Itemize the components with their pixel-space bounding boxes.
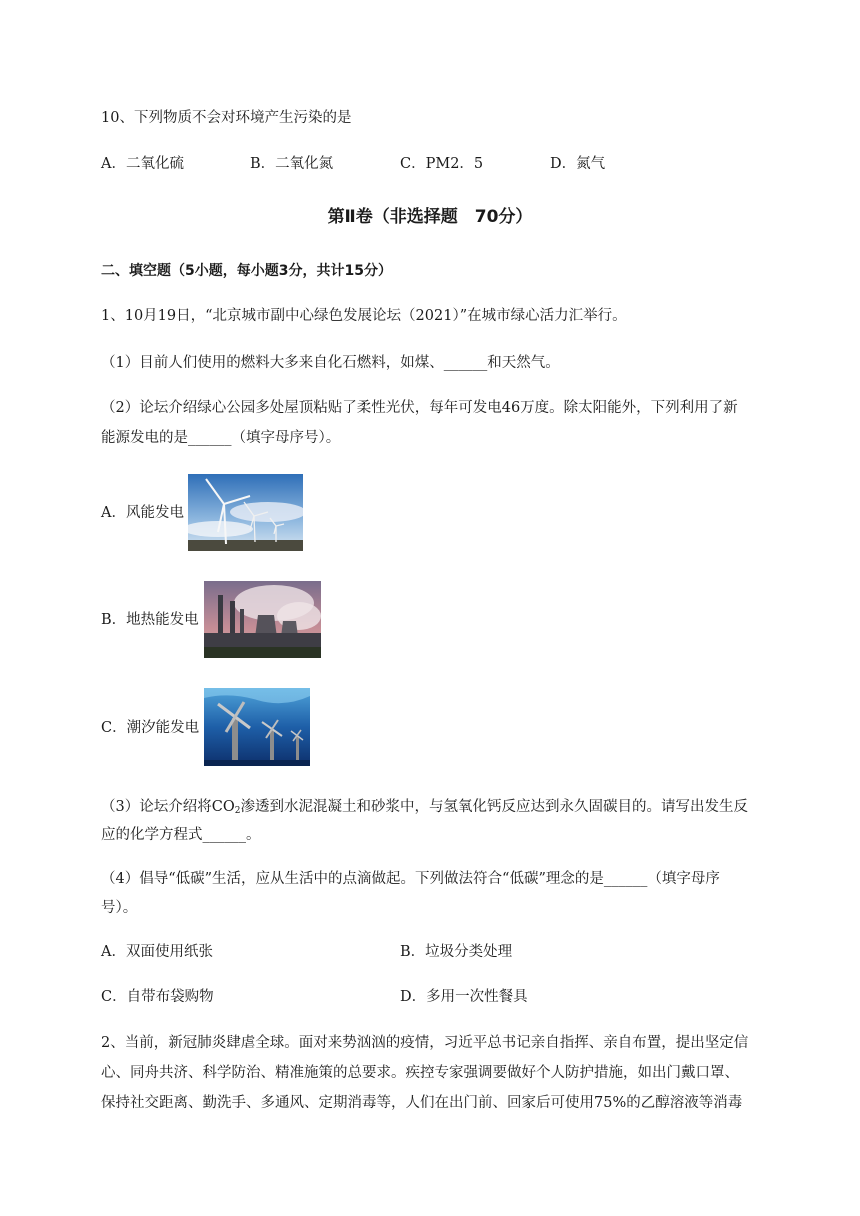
q1-stem: 1、10月19日，“北京城市副中心绿色发展论坛（2021）”在城市绿心活力汇举行。 <box>101 308 627 324</box>
q1-sub4-line2: 号）。 <box>101 900 138 916</box>
img-option-a-label: A．风能发电 <box>101 505 184 521</box>
q1-sub3-post: 渗透到水泥混凝土和砂浆中，与氢氧化钙反应达到永久固碳目的。请写出发生反 <box>240 799 748 815</box>
q1-sub2-line2: 能源发电的是______（填字母序号）。 <box>101 430 341 446</box>
geothermal-plant-image <box>204 581 321 658</box>
img-option-b-label: B．地热能发电 <box>101 612 199 628</box>
q10-option-d: D．氮气 <box>550 156 606 172</box>
wind-turbine-image <box>188 474 303 551</box>
q1-sub1: （1）目前人们使用的燃料大多来自化石燃料，如煤、______和天然气。 <box>101 355 560 371</box>
q1-sub3-line1 <box>101 797 748 821</box>
q1-sub4-option-b: B．垃圾分类处理 <box>400 944 513 960</box>
section2-header: 二、填空题（5小题，每小题3分，共计15分） <box>101 263 392 279</box>
q10-option-a: A．二氧化硫 <box>101 156 184 172</box>
part2-title: 第Ⅱ卷（非选择题 70分） <box>327 207 533 227</box>
q10-option-b: B．二氧化氮 <box>250 156 334 172</box>
q2-line2: 心、同舟共济、科学防治、精准施策的总要求。疾控专家强调要做好个人防护措施，如出门戴口罩、 <box>101 1065 739 1081</box>
q1-sub4-option-a: A．双面使用纸张 <box>101 944 213 960</box>
q2-line1: 2、当前，新冠肺炎肆虐全球。面对来势汹汹的疫情，习近平总书记亲自指挥、亲自布置，提出坚定信 <box>101 1035 749 1051</box>
q1-sub2-line1: （2）论坛介绍绿心公园多处屋顶粘贴了柔性光伏，每年可发电46万度。除太阳能外，下列利用了新 <box>101 400 738 416</box>
img-option-c-label: C．潮汐能发电 <box>101 720 200 736</box>
co2-subscript: 2 <box>234 806 241 816</box>
q1-sub4-option-c: C．自带布袋购物 <box>101 989 214 1005</box>
tidal-turbine-image <box>204 688 310 766</box>
q10-option-c: C．PM2．5 <box>400 156 484 172</box>
q1-sub3-pre: （3）论坛介绍将CO <box>101 799 235 815</box>
q1-sub3-line2: 应的化学方程式______。 <box>101 827 261 843</box>
q1-sub4-option-d: D．多用一次性餐具 <box>400 989 528 1005</box>
q10-stem: 10、下列物质不会对环境产生污染的是 <box>101 110 352 126</box>
q1-sub4-line1: （4）倡导“低碳”生活，应从生活中的点滴做起。下列做法符合“低碳”理念的是______（填字母序 <box>101 871 720 887</box>
q2-line3: 保持社交距离、勤洗手、多通风、定期消毒等，人们在出门前、回家后可使用75%的乙醇溶液等消毒 <box>101 1095 743 1111</box>
